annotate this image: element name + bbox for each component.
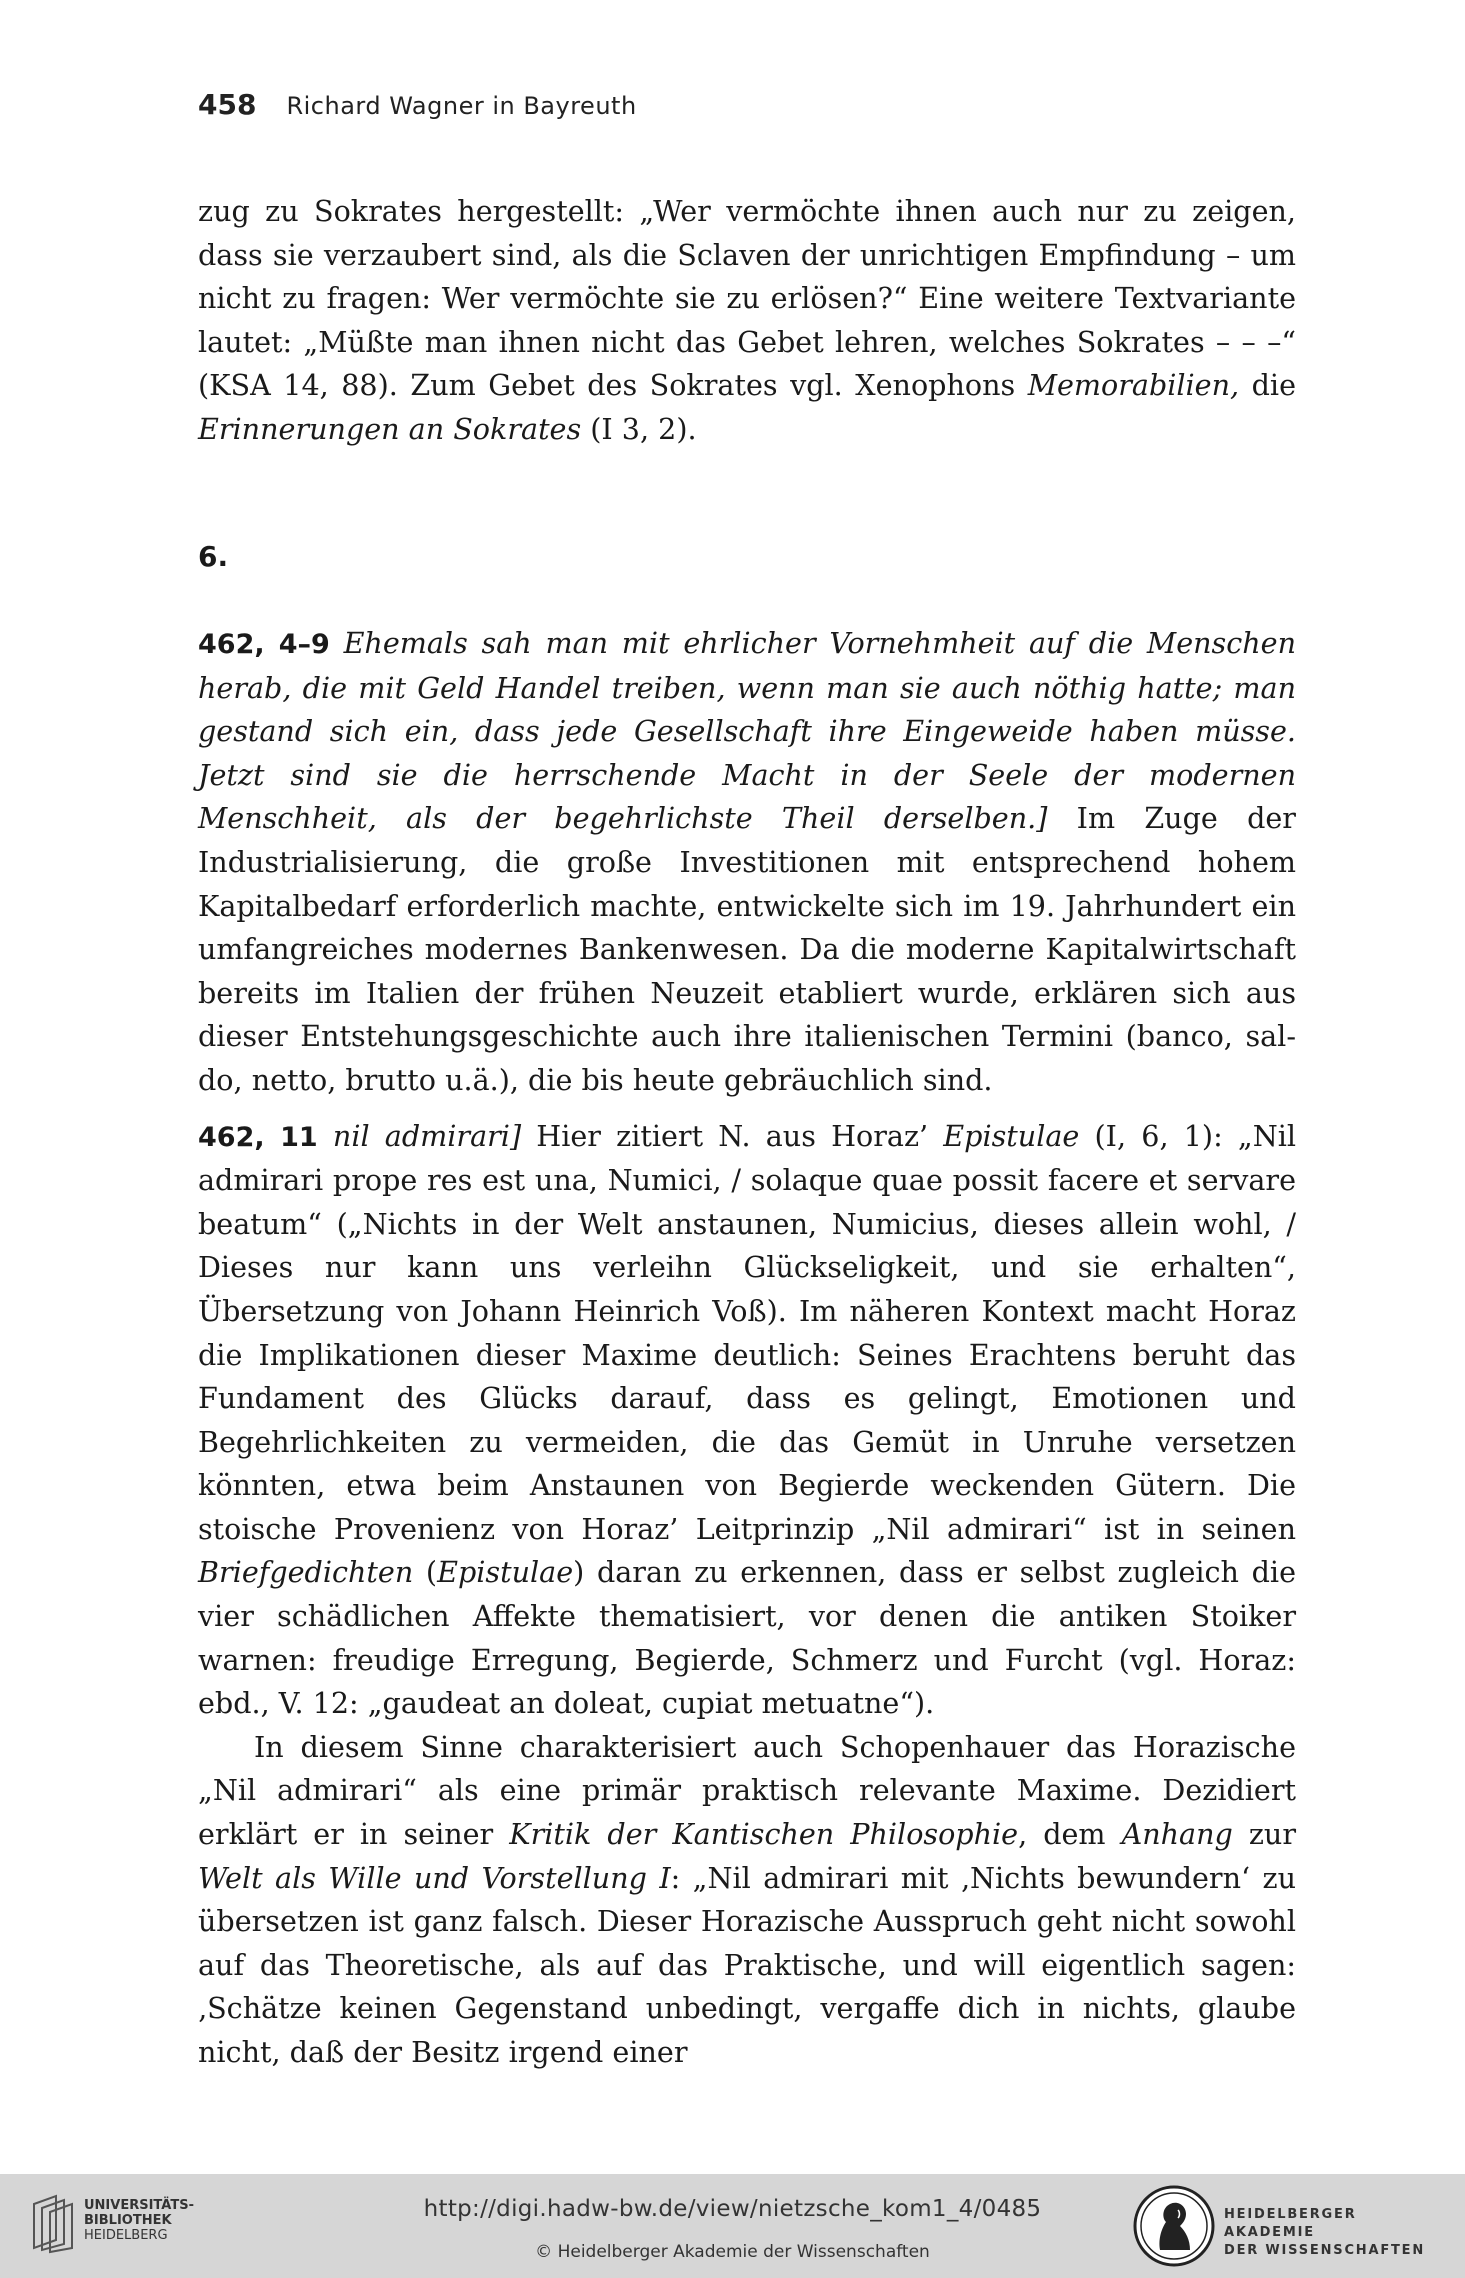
italic-title: Welt als Wille und Vorstellung I [198, 1860, 671, 1895]
page-number: 458 [198, 88, 257, 121]
lemma-reference: 462, 11 [198, 1121, 318, 1153]
text-run: die [1239, 368, 1296, 403]
text-run: (I 3, 2). [581, 411, 697, 446]
italic-title: Erinnerungen an Sokrates [198, 411, 582, 446]
running-header [198, 88, 1298, 128]
italic-title: Epistulae [437, 1555, 574, 1590]
commentary-entry [198, 1115, 1296, 1726]
section-number: 6. [198, 540, 229, 573]
logo-line: BIBLIOTHEK [84, 2213, 172, 2228]
academy-logo[interactable] [1132, 2184, 1452, 2268]
lemma-reference: 462, 4–9 [198, 629, 330, 660]
text-run: ( [413, 1555, 438, 1590]
text-run: Hier zitiert N. aus Horaz’ [521, 1118, 944, 1153]
academy-seal-icon [1132, 2184, 1216, 2268]
logo-line: DER WISSENSCHAFTEN [1224, 2243, 1426, 2258]
entry-body: Im Zuge der Industrialisierung, die große Investitionen mit entsprechend hohem Kapitalbedarf erforderlich machte, entwickelte sich im 19. Jahrhundert ein umfangreiches modernes Bankenwesen. Da die moderne Kapitalwirtschaft bereits im Italien der frühen Neuzeit etabliert wurde, erklären sich aus dieser Entstehungsgeschichte auch ihre italienischen Termini (banco, saldo, netto, brutto u.ä.), die bis heute gebräuchlich sind. [198, 801, 1296, 1097]
digitization-footer [0, 2174, 1465, 2278]
text-run: ) daran zu erkennen, dass er selbst zugleich die vier schädlichen Affekte thematisiert, vor denen die antiken Stoiker warnen: freudige Erregung, Begierde, Schmerz und Furcht (vgl. Horaz: ebd., V. 12: „gaudeat an doleat, cupiat metuatne“). [198, 1555, 1296, 1721]
commentary-entry [198, 622, 1296, 1103]
lemma-text: nil admirari] [332, 1118, 522, 1153]
text-run: (I, 6, 1): „Nil admirari prope res est una, Numici, / solaque quae possit facere et servare beatum“ („Nichts in der Welt anstaunen, Numicius, dieses allein wohl, / Dieses nur kann uns verleihn Glückseligkeit, und sie erhalten“, Übersetzung von Johann Heinrich Voß). Im näheren Kontext macht Horaz die Implikationen dieser Maxime deutlich: Seines Erachtens beruht das Fundament des Glücks darauf, dass es gelingt, Emotionen und Begehrlichkeiten zu vermeiden, die das Gemüt in Unruhe versetzen könnten, etwa beim Anstaunen von Begierde weckenden Gütern. Die stoische Provenienz von Horaz’ Leitprinzip „Nil admirari“ ist in seinen [198, 1118, 1297, 1546]
text-run: zur [1232, 1817, 1296, 1852]
commentary-entries [198, 622, 1296, 2075]
copyright-notice: © Heidelberger Akademie der Wissenschaften [535, 2242, 930, 2262]
logo-line: HEIDELBERGER AKADEMIE [1224, 2207, 1357, 2240]
logo-line: HEIDELBERG [84, 2228, 168, 2243]
logo-line: UNIVERSITÄTS- [84, 2198, 194, 2213]
paragraph-continuation [198, 190, 1296, 452]
italic-title: Memorabilien, [1027, 368, 1240, 403]
lemma-text: Ehemals sah man mit ehrlicher Vornehmheit auf die Menschen herab, die mit Geld Handel treiben, wenn man sie auch nöthig hatte; man gestand sich ein, dass jede Gesellschaft ihre Eingeweide haben müsse. Jetzt sind sie die herrschende Macht in der Seele der modernen Menschheit, als der begehrlichste Theil derselben.] [198, 626, 1296, 836]
text-run: : „Nil admirari mit ‚Nichts bewundern‘ zu übersetzen ist ganz falsch. Dieser Horazische Ausspruch geht nicht sowohl auf das Theoretische, als auf das Praktische, und will eigentlich sagen: ‚Schätze keinen Gegenstand unbedingt, vergaffe dich in nichts, glaube nicht, daß der Besitz irgend einer [198, 1860, 1296, 2069]
text-run: , dem [1018, 1817, 1122, 1852]
text-run: In diesem Sinne charakterisiert auch Schopenhauer das Horazische „Nil admirari“ als eine primär praktisch relevante Maxime. Dezidiert erklärt er in seiner [198, 1729, 1296, 1852]
paragraph [198, 1726, 1296, 2075]
running-title: Richard Wagner in Bayreuth [286, 92, 637, 120]
italic-title: Kritik der Kantischen Philosophie [509, 1817, 1019, 1852]
text-run: zug zu Sokrates hergestellt: „Wer vermöchte ihnen auch nur zu zeigen, dass sie verzaubert sind, als die Sclaven der unrichtigen Empfindung – um nicht zu fragen: Wer vermöchte sie zu erlösen?“ Eine weitere Textvariante lautet: „Müßte man ihnen nicht das Gebet lehren, welches Sokrates – – –“ (KSA 14, 88). Zum Gebet des Sokrates vgl. Xenophons [198, 194, 1296, 403]
source-url-link[interactable]: http://digi.hadw-bw.de/view/nietzsche_kom1_4/0485 [423, 2196, 1042, 2222]
italic-title: Epistulae [943, 1118, 1080, 1153]
italic-title: Briefgedichten [198, 1555, 414, 1590]
italic-title: Anhang [1121, 1817, 1233, 1852]
paragraph [198, 190, 1296, 452]
